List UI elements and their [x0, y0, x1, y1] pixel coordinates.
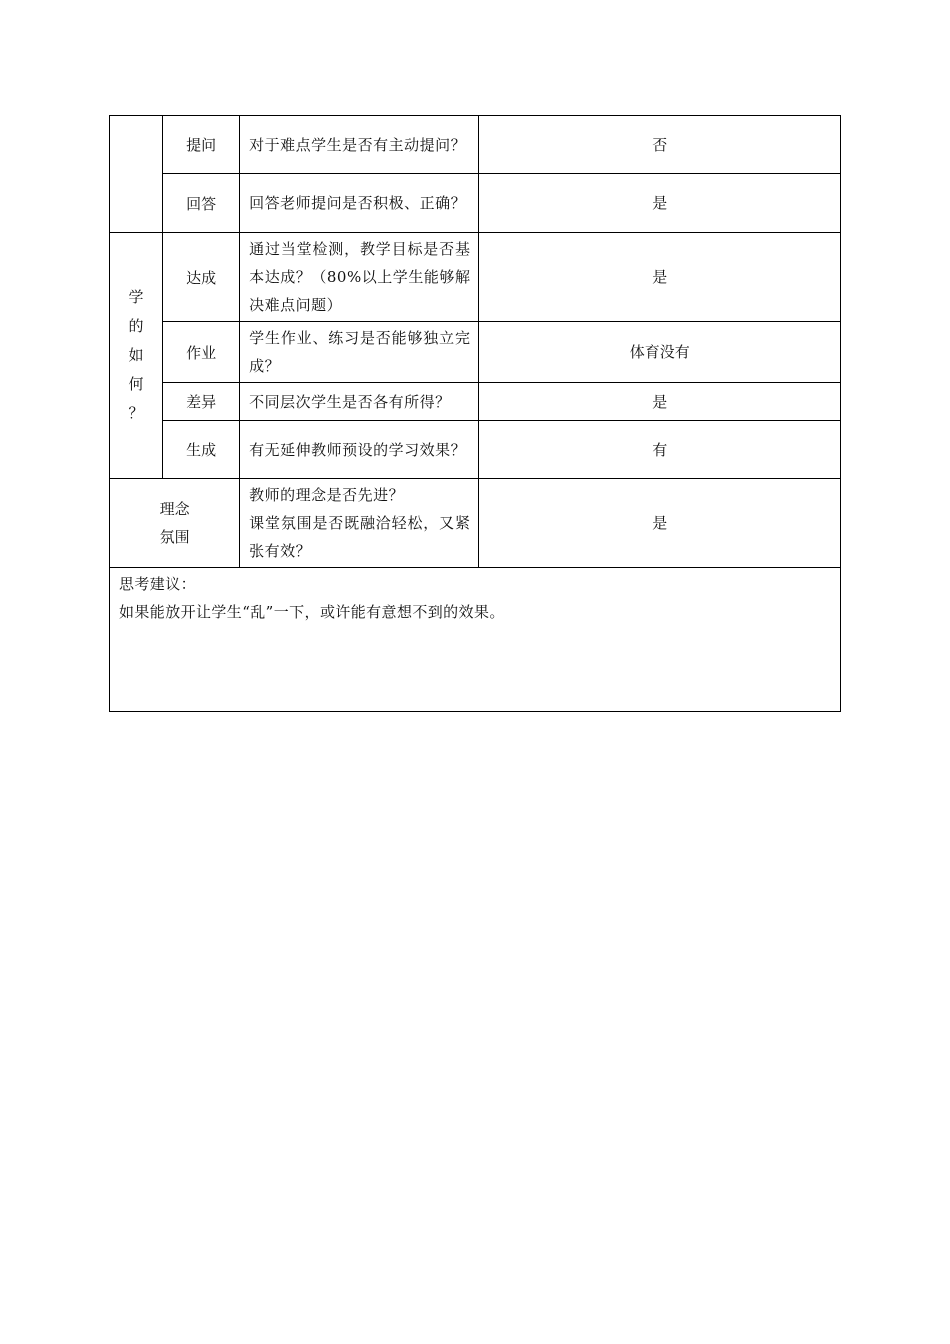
- answer-value: 是: [479, 479, 841, 568]
- concept-label-line: 氛围: [159, 528, 190, 546]
- suggestions-heading: 思考建议：: [119, 575, 197, 593]
- question-text: 学生作业、练习是否能够独立完成？: [240, 322, 479, 383]
- question-line: 课堂氛围是否既融洽轻松，又紧张有效？: [249, 514, 471, 560]
- question-text: 回答老师提问是否积极、正确？: [240, 174, 479, 233]
- question-line: 教师的理念是否先进？: [249, 486, 405, 504]
- table-row: [110, 174, 841, 233]
- question-text: 通过当堂检测，教学目标是否基本达成？（80%以上学生能够解决难点问题）: [240, 233, 479, 322]
- item-label: 提问: [163, 116, 240, 174]
- question-text: [240, 479, 479, 568]
- group-label-char: 如: [128, 346, 144, 364]
- table-row: [110, 233, 841, 322]
- item-label: 差异: [163, 383, 240, 421]
- answer-value: 是: [479, 383, 841, 421]
- answer-value: 是: [479, 174, 841, 233]
- question-text: 对于难点学生是否有主动提问？: [240, 116, 479, 174]
- answer-value: 是: [479, 233, 841, 322]
- answer-value: 否: [479, 116, 841, 174]
- answer-value: 体育没有: [479, 322, 841, 383]
- group-label-vertical: [110, 233, 163, 479]
- answer-value: 有: [479, 421, 841, 479]
- question-text: 有无延伸教师预设的学习效果？: [240, 421, 479, 479]
- evaluation-sheet: [109, 115, 841, 712]
- table-row: [110, 421, 841, 479]
- suggestions-body: 如果能放开让学生“乱”一下，或许能有意想不到的效果。: [119, 603, 505, 621]
- item-label: 生成: [163, 421, 240, 479]
- suggestions-cell: [110, 568, 841, 712]
- item-label: 达成: [163, 233, 240, 322]
- table-row: [110, 568, 841, 712]
- table-row: [110, 116, 841, 174]
- concept-label-line: 理念: [159, 500, 190, 518]
- group-label-char: 学: [128, 288, 144, 306]
- question-text: 不同层次学生是否各有所得？: [240, 383, 479, 421]
- table-row: [110, 383, 841, 421]
- item-label: 作业: [163, 322, 240, 383]
- group-label-char: 何: [128, 375, 144, 393]
- concept-atmosphere-label: [110, 479, 240, 568]
- group-label-cell: [110, 116, 163, 233]
- evaluation-table: [109, 115, 841, 712]
- table-row: [110, 479, 841, 568]
- item-label: 回答: [163, 174, 240, 233]
- table-row: [110, 322, 841, 383]
- group-label-char: ？: [128, 404, 144, 422]
- group-label-char: 的: [128, 317, 144, 335]
